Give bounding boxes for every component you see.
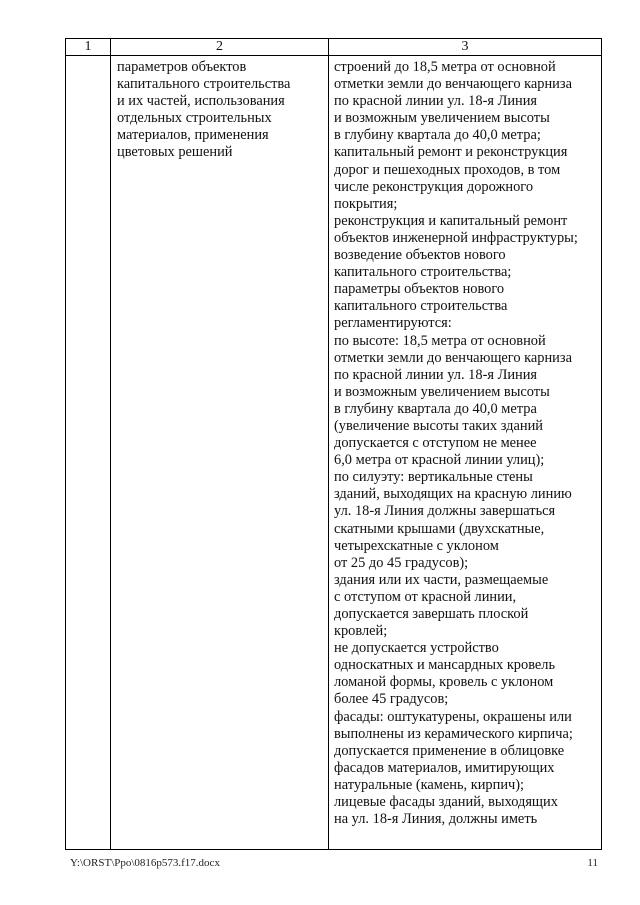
col3-line: односкатных и мансардных кровель	[334, 657, 556, 674]
col3-line: выполнены из керамического кирпича;	[334, 725, 573, 742]
col3-line: более 45 градусов;	[334, 691, 449, 708]
col3-line: капитального строительства	[334, 298, 508, 315]
col3-line: на ул. 18-я Линия, должны иметь	[334, 811, 538, 828]
col3-line: фасадов материалов, имитирующих	[334, 759, 555, 776]
col3-line: по силуэту: вертикальные стены	[334, 469, 533, 486]
col3-line: объектов инженерной инфраструктуры;	[334, 229, 578, 246]
col3-line: числе реконструкция дорожного	[334, 178, 534, 195]
col3-line: лицевые фасады зданий, выходящих	[334, 794, 558, 811]
row-col-3	[329, 56, 602, 850]
col3-line: по высоте: 18,5 метра от основной	[334, 332, 546, 349]
col3-line: и возможным увеличением высоты	[334, 383, 550, 400]
col3-line: ломаной формы, кровель с уклоном	[334, 674, 554, 691]
footer-file-path: Y:\ORST\Ppo\0816p573.f17.docx	[70, 857, 220, 869]
col3-line: натуральные (камень, кирпич);	[334, 776, 525, 793]
col2-text	[111, 56, 328, 162]
col3-line: в глубину квартала до 40,0 метра;	[334, 127, 541, 144]
col3-line: возведение объектов нового	[334, 247, 506, 264]
col3-line: и возможным увеличением высоты	[334, 110, 550, 127]
table-header-row	[66, 39, 602, 56]
col3-text	[329, 56, 601, 828]
col3-line: допускается завершать плоской	[334, 606, 529, 622]
col3-line: реконструкция и капитальный ремонт	[334, 212, 568, 229]
col2-line: параметров объектов	[117, 59, 247, 75]
header-col-2: 2	[111, 39, 329, 56]
col2-line: цветовых решений	[117, 144, 233, 161]
col3-line: покрытия;	[334, 195, 398, 212]
col3-line: отметки земли до венчающего карниза	[334, 349, 572, 366]
col3-line: (увеличение высоты таких зданий	[334, 417, 543, 434]
col3-line: кровлей;	[334, 623, 388, 640]
col2-line: материалов, применения	[117, 127, 269, 144]
col3-line: строений до 18,5 метра от основной	[334, 59, 556, 75]
col3-line: ул. 18-я Линия должны завершаться	[334, 503, 556, 520]
col3-line: капитального строительства;	[334, 264, 512, 281]
col3-line: регламентируются:	[334, 315, 452, 332]
document-table	[65, 38, 602, 850]
col3-line: фасады: оштукатурены, окрашены или	[334, 708, 572, 725]
col3-line: зданий, выходящих на красную линию	[334, 486, 572, 503]
col3-line: скатными крышами (двухскатные,	[334, 520, 545, 537]
col2-line: капитального строительства	[117, 76, 291, 93]
header-col-1: 1	[66, 39, 111, 56]
col3-line: параметры объектов нового	[334, 281, 505, 298]
col3-line: допускается применение в облицовке	[334, 742, 565, 759]
col3-line: по красной линии ул. 18-я Линия	[334, 366, 538, 383]
col3-line: 6,0 метра от красной линии улиц);	[334, 452, 545, 469]
col3-line: от 25 до 45 градусов);	[334, 554, 469, 571]
col3-line: капитальный ремонт и реконструкция	[334, 144, 568, 161]
row-col-2	[111, 56, 329, 850]
col2-line: и их частей, использования	[117, 93, 285, 110]
col3-line: четырехскатные с уклоном	[334, 537, 499, 554]
footer-page-number: 11	[587, 857, 598, 869]
col3-line: допускается с отступом не менее	[334, 435, 537, 452]
col2-line: отдельных строительных	[117, 110, 272, 127]
col3-line: здания или их части, размещаемые	[334, 571, 549, 588]
table-row	[66, 56, 602, 850]
header-col-3: 3	[329, 39, 602, 56]
col3-line: не допускается устройство	[334, 640, 499, 657]
col3-line: в глубину квартала до 40,0 метра	[334, 400, 537, 417]
col3-line: отметки земли до венчающего карниза	[334, 76, 572, 93]
col3-line: с отступом от красной линии,	[334, 588, 517, 605]
col3-line: по красной линии ул. 18-я Линия	[334, 93, 538, 110]
row-col-1	[66, 56, 111, 850]
col3-line: дорог и пешеходных проходов, в том	[334, 161, 561, 178]
